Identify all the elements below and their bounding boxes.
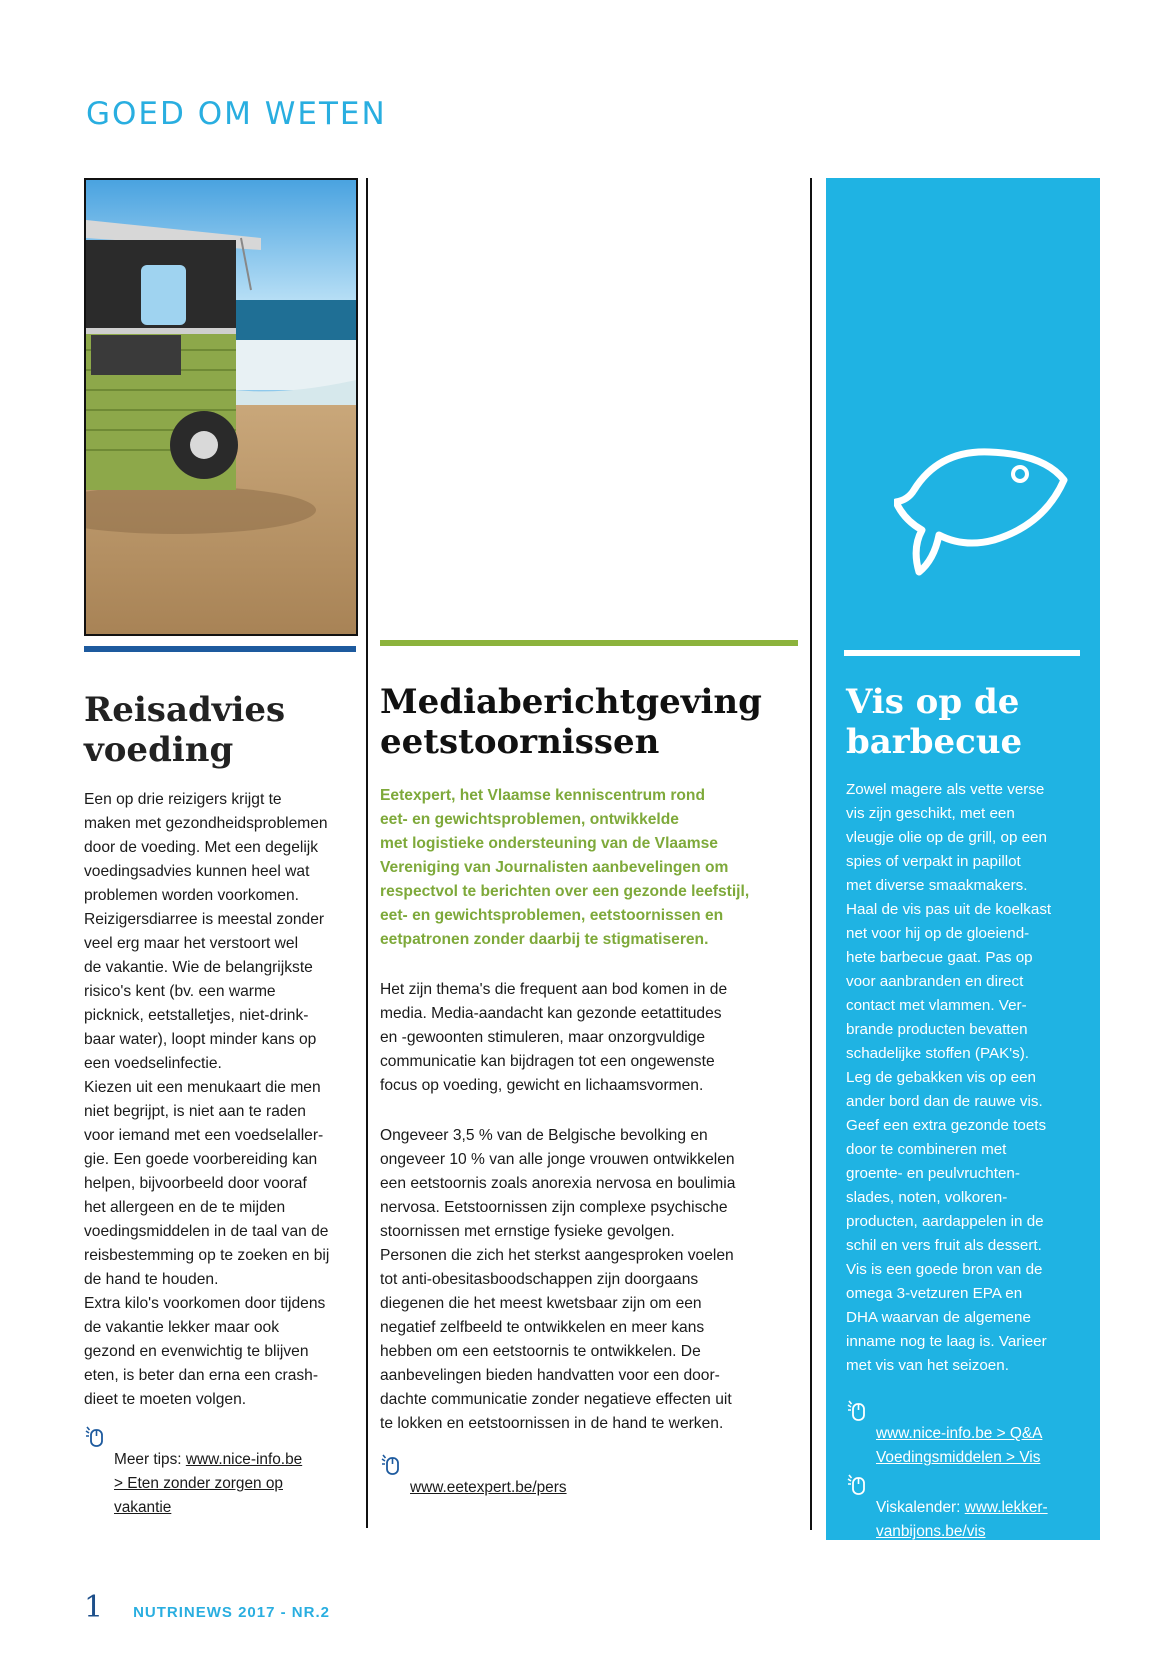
- column-divider-2: [810, 178, 812, 1530]
- food-truck-beach-photo: [84, 178, 358, 636]
- link-text-vis-2: [876, 1472, 1048, 1544]
- link-row-media: [380, 1452, 800, 1500]
- title-line-1: Mediaberichtgeving: [380, 682, 762, 722]
- mouse-click-icon: [846, 1473, 870, 1497]
- title-line-1: Reisadvies: [84, 690, 286, 730]
- viskalender-link[interactable]: www.lekker- vanbijons.be/vis: [876, 1499, 1048, 1541]
- link-prefix: Meer tips:: [114, 1451, 186, 1469]
- rule-col2: [380, 640, 798, 646]
- nice-info-vis-link[interactable]: www.nice-info.be > Q&A Voedingsmiddelen > Vis: [876, 1425, 1043, 1467]
- article-title-vis: [846, 682, 1096, 762]
- article-body-vis: Zowel magere als vette verse vis zijn geschikt, met een vleugje olie op de grill, op een spies of verpakt in papillot met diverse smaakmakers. Haal de vis pas uit de koelkast net voor hij op de gloeiend- hete barbecue gaat. Pas op voor aanbranden en direct contact met vlammen. Ver- brande producten bevatten schadelijke stoffen (PAK's). Leg de gebakken vis op een ander bord dan de rauwe vis. Geef een extra gezonde toets door te combineren met groente- en peulvruchten- slades, noten, volkoren- producten, aardappelen in de schil en vers fruit als dessert. Vis is een goede bron van de omega 3-vetzuren EPA en DHA waarvan de algemene inname nog te laag is. Varieer met vis van het seizoen.: [846, 781, 1052, 1375]
- article-title-reisadvies: [84, 690, 364, 770]
- link-text-vis-1: [876, 1398, 1042, 1470]
- article-vis: [846, 682, 1096, 1544]
- link-row-vis-1: [846, 1398, 1096, 1470]
- nice-info-vakantie-link[interactable]: www.nice-info.be > Eten zonder zorgen op vakantie: [114, 1451, 303, 1517]
- article-para1-media: Het zijn thema's die frequent aan bod komen in de media. Media-aandacht kan gezonde eetattitudes en -gewoonten stimuleren, maar onzorgvuldige communicatie kan bijdragen tot een ongewenste focus op voeding, gewicht en lichaamsvormen.: [380, 981, 728, 1095]
- article-reisadvies: [84, 690, 364, 1520]
- title-line-2: voeding: [84, 730, 234, 771]
- title-line-1: Vis op de: [846, 682, 1020, 722]
- title-line-2: barbecue: [846, 722, 1023, 763]
- fish-icon: [894, 430, 1074, 580]
- eetexpert-pers-link[interactable]: www.eetexpert.be/pers: [410, 1479, 567, 1497]
- sidebar-vis-op-de-barbecue: [826, 178, 1100, 1540]
- link-row-reisadvies: [84, 1424, 364, 1520]
- page-number: 1: [84, 1590, 104, 1625]
- page-footer: [84, 1590, 330, 1625]
- rule-col1: [84, 646, 356, 652]
- article-intro-media: Eetexpert, het Vlaamse kenniscentrum rond eet- en gewichtsproblemen, ontwikkelde met logistieke ondersteuning van de Vlaamse Vereniging van Journalisten aanbevelingen om respectvol te berichten over een gezonde leefstijl, eet- en gewichtsproblemen, eetstoornissen en eetpatronen zonder daarbij te stigmatiseren.: [380, 787, 750, 949]
- article-para2-media: Ongeveer 3,5 % van de Belgische bevolking en ongeveer 10 % van alle jonge vrouwen ontwikkelen een eetstoornis zoals anorexia nervosa en boulimia nervosa. Eetstoornissen zijn complexe psychische stoornissen met ernstige fysieke gevolgen. Personen die zich het sterkst aangesproken voelen tot anti-obesitasboodschappen zijn doorgaans diegenen die het meest kwetsbaar zijn om een negatief zelfbeeld te ontwikkelen en meer kans hebben om een eetstoornis te ontwikkelen. De aanbevelingen bieden handvatten voor een door- dachte communicatie zonder negatieve effecten uit te lokken en eetstoornissen in de hand te werken.: [380, 1127, 736, 1433]
- mouse-click-icon: [380, 1453, 404, 1477]
- magazine-issue: NUTRINEWS 2017 - NR.2: [133, 1604, 330, 1621]
- article-mediaberichtgeving: [380, 682, 800, 1500]
- mouse-click-icon: [84, 1425, 108, 1449]
- column-divider-1: [366, 178, 368, 1528]
- article-title-media: [380, 682, 800, 762]
- section-label: GOED OM WETEN: [86, 96, 387, 132]
- food-truck-illustration: [86, 180, 356, 634]
- article-body-reisadvies: Een op drie reizigers krijgt te maken met gezondheidsproblemen door de voeding. Met een degelijk voedingsadvies kunnen heel wat problemen worden voorkomen. Reizigersdiarree is meestal zonder veel erg maar het verstoort wel de vakantie. Wie de belangrijkste risico's kent (bv. een warme picknick, eetstalletjes, niet-drink- baar water), loopt minder kans op een voedselinfectie. Kiezen uit een menukaart die men niet begrijpt, is niet aan te raden voor iemand met een voedselaller- gie. Een goede voorbereiding kan helpen, bijvoorbeeld door vooraf het allergeen en de te mijden voedingsmiddelen in de taal van de reisbestemming op te zoeken en bij de hand te houden. Extra kilo's voorkomen door tijdens de vakantie lekker maar ook gezond en evenwichtig te blijven eten, is beter dan erna een crash- dieet te moeten volgen.: [84, 791, 330, 1409]
- link-prefix: Viskalender:: [876, 1499, 965, 1517]
- link-row-vis-2: [846, 1472, 1096, 1544]
- rule-col3: [844, 650, 1080, 656]
- link-text-media: [410, 1452, 567, 1500]
- mouse-click-icon: [846, 1399, 870, 1423]
- link-text-reisadvies: [114, 1424, 302, 1520]
- title-line-2: eetstoornissen: [380, 722, 660, 763]
